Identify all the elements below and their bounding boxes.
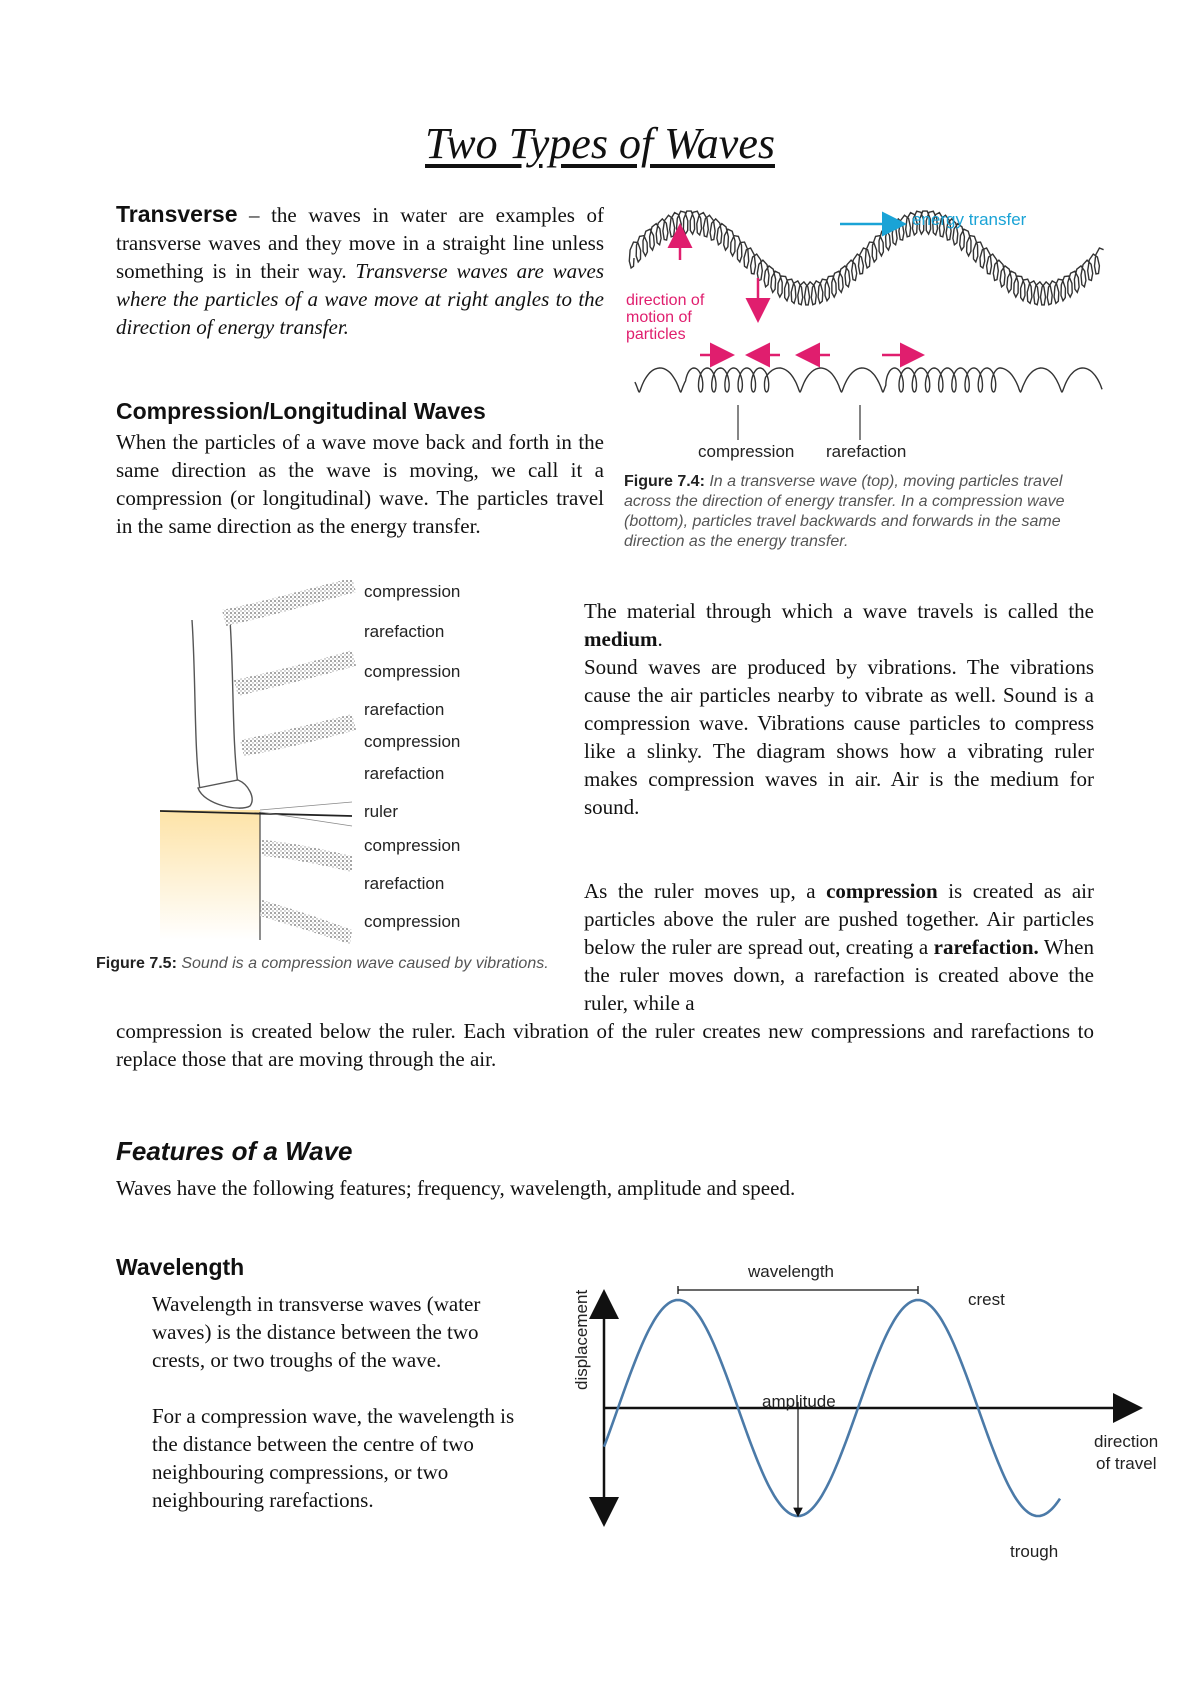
ruler-text: is created as air particles above the ruler are pushed together. Air particles below the ruler are spread out, creating a	[584, 879, 1094, 959]
transverse-text: – the waves in water are examples of transverse waves and they move in a straight line unless something is in their way.	[116, 203, 604, 283]
fig75-label: rarefaction	[364, 874, 445, 893]
medium-paragraph	[584, 597, 1094, 653]
figure-7-5-diagram	[130, 580, 360, 950]
page-title: Two Types of Waves	[425, 119, 775, 168]
rarefaction-term: rarefaction.	[933, 935, 1039, 959]
fig75-label: rarefaction	[364, 764, 445, 783]
ruler-text: When the ruler moves down, a rarefaction is created above the ruler, while a	[584, 935, 1095, 1015]
fig75-label: compression	[364, 582, 461, 601]
medium-text-end: .	[657, 627, 663, 651]
transverse-heading: Transverse	[116, 201, 238, 227]
fig75-label: compression	[364, 732, 461, 751]
wavelength-paragraph-1: Wavelength in transverse waves (water waves) is the distance between the two crests, or two troughs of the wave.	[152, 1292, 481, 1372]
wavelength-label: wavelength	[748, 1262, 835, 1281]
compression-band	[234, 650, 356, 696]
compression-band	[262, 840, 352, 872]
amplitude-label: amplitude	[762, 1392, 836, 1411]
fig75-label: compression	[364, 912, 461, 931]
wavelength-paragraph-2: For a compression wave, the wavelength is the distance between the centre of two neighbouring compressions, or two neighbouring rarefactions.	[152, 1404, 515, 1512]
fig74-compression-label: compression	[698, 442, 795, 461]
longitudinal-spring	[635, 368, 1102, 392]
compression-band	[240, 714, 356, 756]
medium-term: medium	[584, 627, 658, 651]
fig75-label: ruler	[364, 802, 399, 821]
ruler-text: As the ruler moves up, a	[584, 879, 827, 903]
figure-7-4-caption	[624, 472, 1104, 552]
fig74-caption-label: Figure 7.4:	[624, 473, 705, 490]
particle-direction-label: direction of motion of particles	[626, 292, 705, 343]
transverse-paragraph	[116, 200, 604, 341]
trough-label: trough	[1010, 1542, 1059, 1561]
medium-text: The material through which a wave travels is called the	[584, 599, 1094, 623]
wave-diagram	[560, 1250, 1180, 1570]
ruler-paragraph	[584, 877, 1094, 1017]
compression-term: compression	[826, 879, 938, 903]
wavelength-heading: Wavelength	[116, 1254, 245, 1280]
features-paragraph: Waves have the following features; frequency, wavelength, amplitude and speed.	[116, 1176, 796, 1200]
table	[160, 810, 260, 940]
energy-transfer-label: energy transfer	[912, 210, 1027, 229]
fig75-label: compression	[364, 836, 461, 855]
fig74-rarefaction-label: rarefaction	[826, 442, 907, 461]
hand	[198, 780, 252, 808]
fig75-label: rarefaction	[364, 700, 445, 719]
arm	[192, 620, 200, 790]
direction-label: direction	[1094, 1432, 1159, 1451]
ruler-paragraph-continued: compression is created below the ruler. Each vibration of the ruler creates new compressions and rarefactions to replace those that are moving through the air.	[116, 1019, 1094, 1071]
compression-band	[260, 900, 352, 944]
fig75-label: compression	[364, 662, 461, 681]
transverse-definition: Transverse waves are waves where the particles of a wave move at right angles to the direction of energy transfer.	[116, 259, 604, 339]
features-heading: Features of a Wave	[116, 1136, 353, 1166]
fig75-caption-text: Sound is a compression wave caused by vibrations.	[176, 955, 549, 972]
direction-label: of travel	[1096, 1454, 1157, 1473]
compression-paragraph: When the particles of a wave move back and forth in the same direction as the wave is moving, we call it a compression (or longitudinal) wave. The particles travel in the same direction as the energy transfer.	[116, 430, 604, 538]
compression-heading: Compression/Longitudinal Waves	[116, 398, 486, 424]
figure-7-5-caption	[96, 954, 556, 974]
fig75-label: rarefaction	[364, 622, 445, 641]
crest-label: crest	[968, 1290, 1005, 1309]
sound-paragraph: Sound waves are produced by vibrations. The vibrations cause the air particles nearby to vibrate as well. Sound is a compression wave. Vibrations cause particles to compress like a slinky. The diagram shows how a vibrating ruler makes compression waves in air. Air is the medium for sound.	[584, 655, 1094, 819]
fig75-caption-label: Figure 7.5:	[96, 955, 177, 972]
fig74-caption-text: In a transverse wave (top), moving particles travel across the direction of energy transfer. In a compression wave (bottom), particles travel backwards and forwards in the same direction as the energy transfer.	[624, 473, 1065, 550]
compression-band	[222, 580, 356, 626]
displacement-label: displacement	[572, 1289, 591, 1390]
